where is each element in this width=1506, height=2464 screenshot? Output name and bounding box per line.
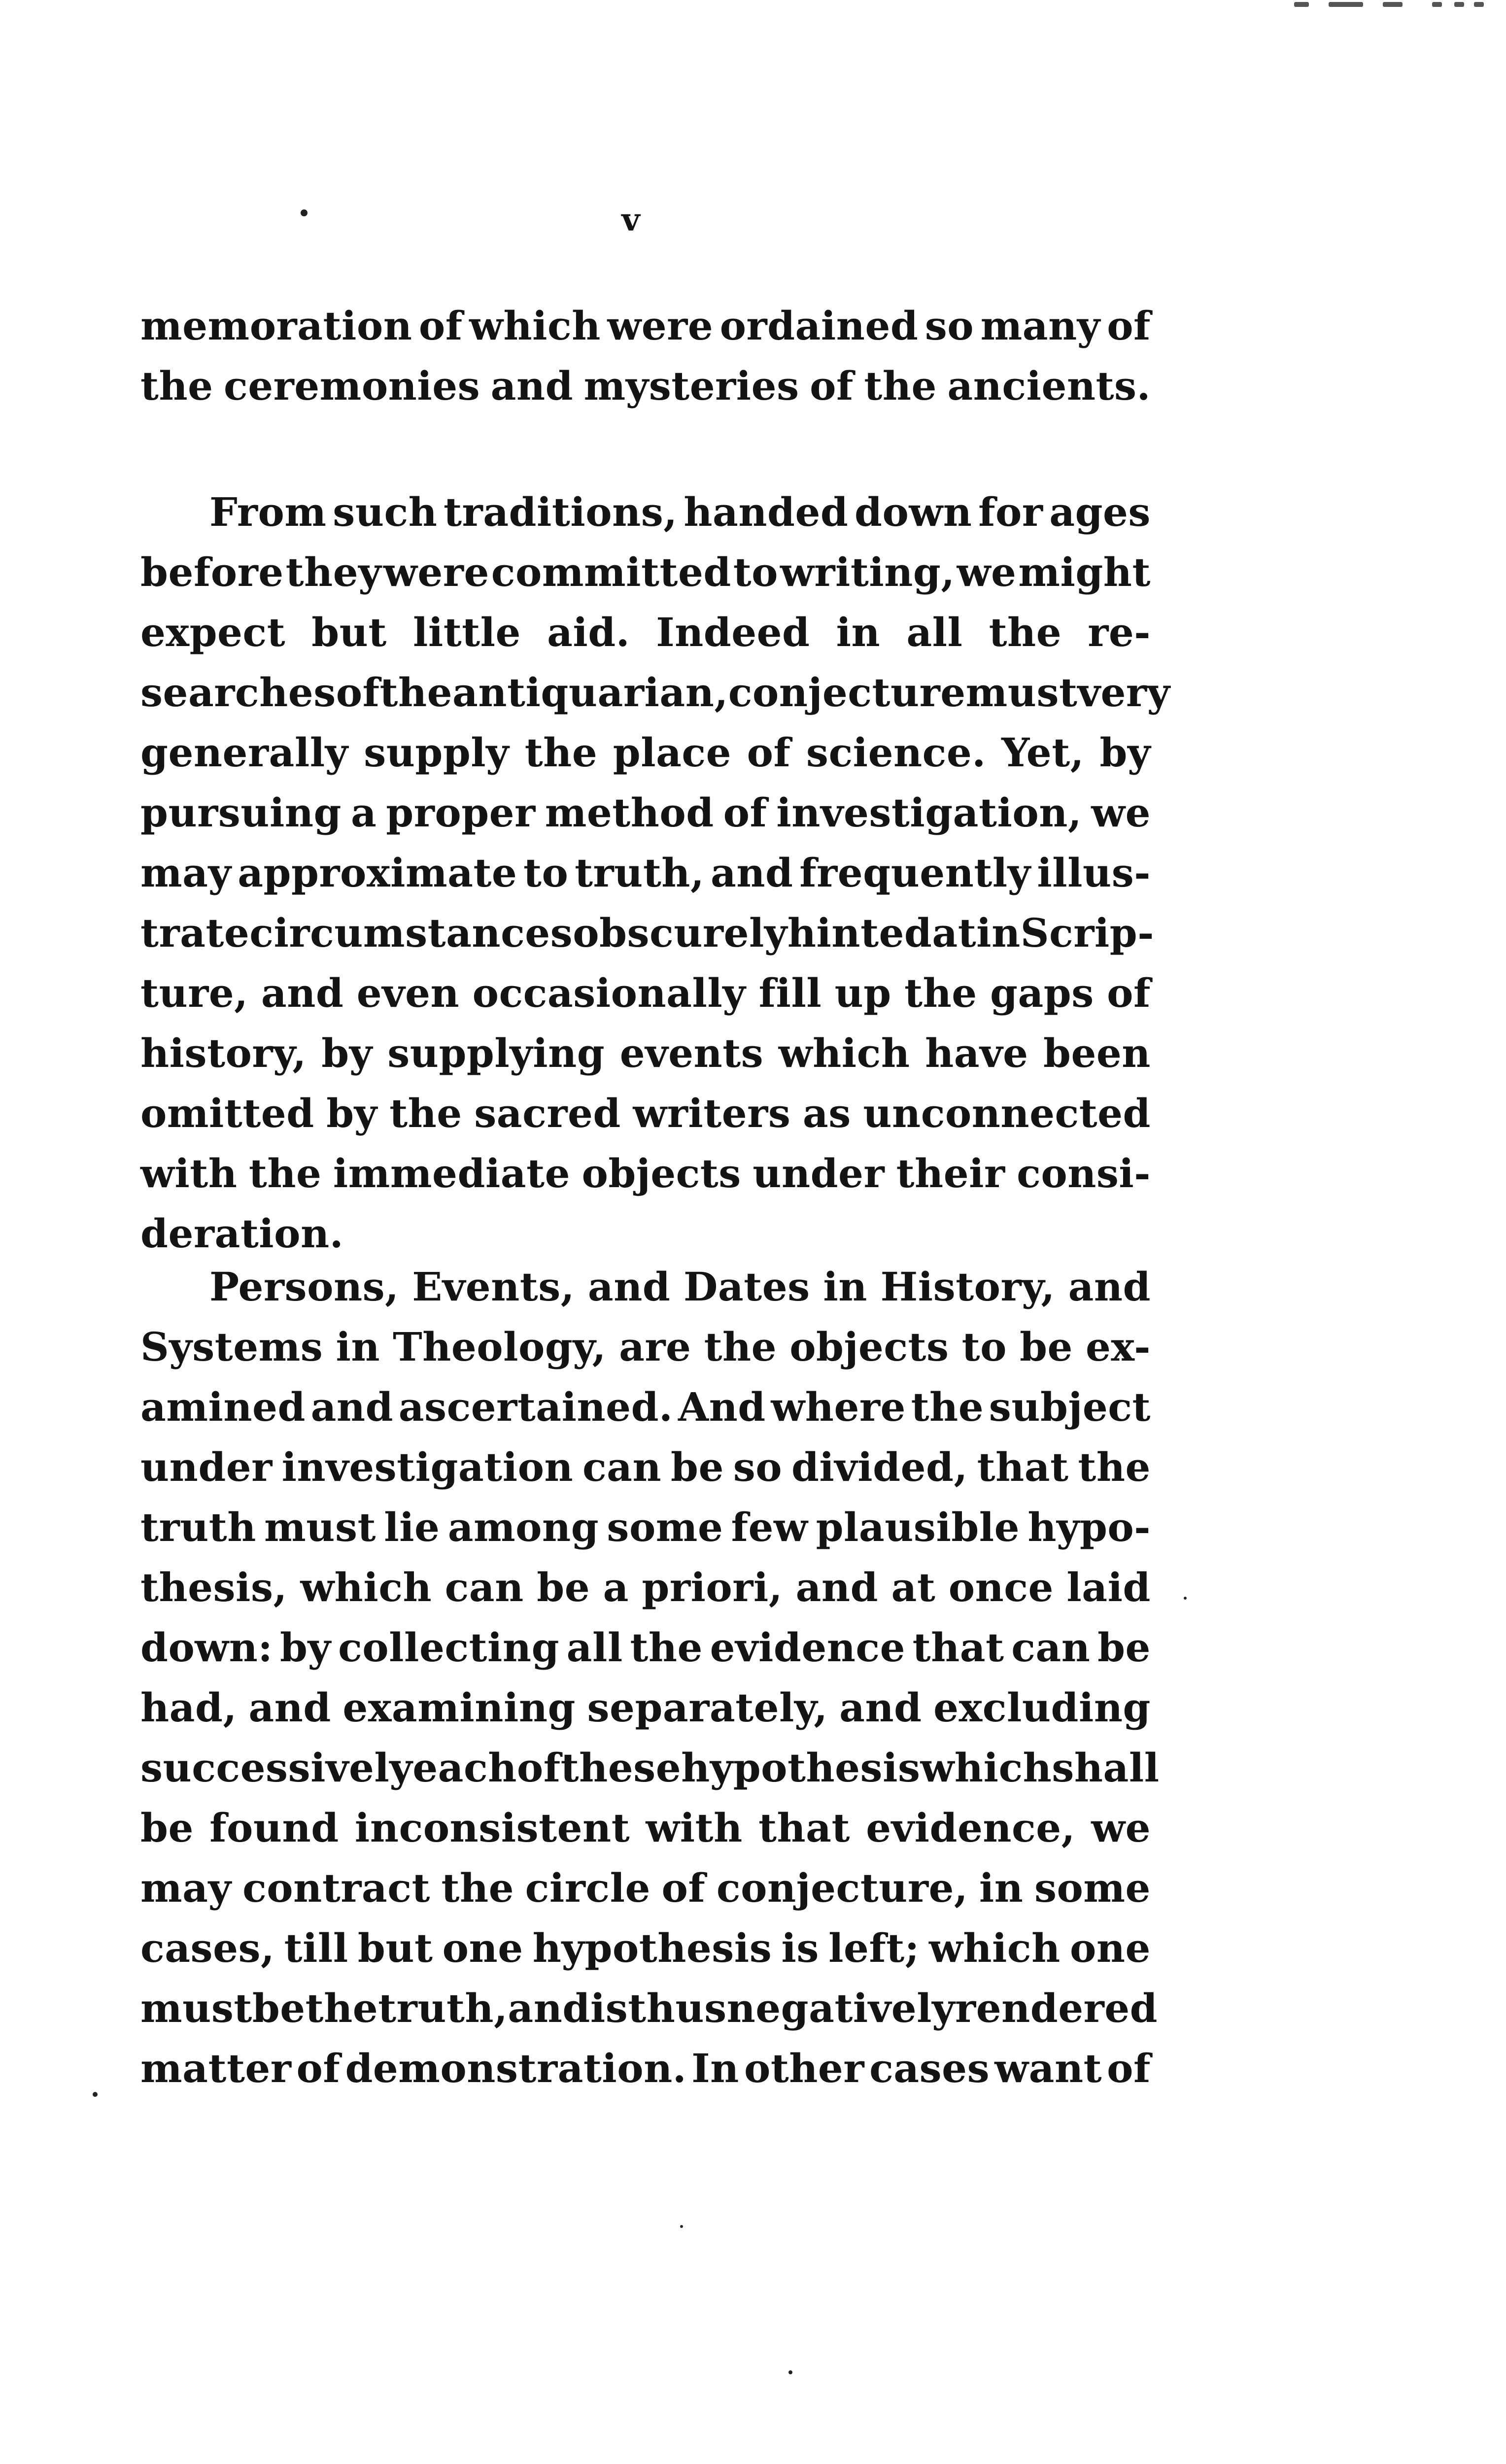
text-line: under investigation can be so divided, that the xyxy=(140,1444,1151,1490)
text-line: ture, and even occasionally fill up the gaps of xyxy=(140,970,1151,1016)
text-line: amined and ascertained. And where the subject xyxy=(140,1384,1151,1430)
text-line: omitted by the sacred writers as unconnected xyxy=(140,1090,1151,1136)
ink-speck xyxy=(788,2370,792,2374)
top-edge-marks xyxy=(1284,0,1491,13)
text-line: had, and examining separately, and excluding xyxy=(140,1684,1151,1731)
text-line: thesis, which can be a priori, and at once laid xyxy=(140,1564,1151,1610)
text-line: matter of demonstration. In other cases want of xyxy=(140,2045,1151,2091)
text-line: with the immediate objects under their consi- xyxy=(140,1150,1151,1197)
text-line: before they were committed to writing, we might xyxy=(140,549,1151,595)
text-line: memoration of which were ordained so many of xyxy=(140,303,1151,349)
text-line: Persons, Events, and Dates in History, and xyxy=(209,1264,1151,1310)
text-line: truth must lie among some few plausible hypo- xyxy=(140,1504,1151,1550)
text-line: expect but little aid. Indeed in all the re- xyxy=(140,609,1151,655)
text-line: deration. xyxy=(140,1210,344,1257)
paragraph-continuation xyxy=(140,296,1151,416)
text-line: Systems in Theology, are the objects to be ex- xyxy=(140,1324,1151,1370)
text-line: down: by collecting all the evidence that can be xyxy=(140,1624,1151,1671)
ink-speck xyxy=(93,2092,98,2097)
paragraph-traditions xyxy=(140,482,1170,1264)
text-line: be found inconsistent with that evidence, we xyxy=(140,1805,1151,1851)
text-line: trate circumstances obscurely hinted at in Scrip- xyxy=(140,910,1154,956)
text-line: cases, till but one hypothesis is left; which one xyxy=(140,1925,1151,1971)
text-line: successively each of these hypothesis which shall xyxy=(140,1745,1160,1791)
paragraph-persons-events xyxy=(140,1257,1160,2098)
text-line: generally supply the place of science. Yet, by xyxy=(140,729,1151,776)
page-number: v xyxy=(621,202,640,239)
text-line: pursuing a proper method of investigation, we xyxy=(140,789,1151,836)
ink-speck xyxy=(301,209,308,216)
text-line: must be the truth, and is thus negatively rendered xyxy=(140,1985,1158,2031)
ink-speck xyxy=(1184,1597,1187,1600)
text-line: history, by supplying events which have been xyxy=(140,1030,1151,1076)
ink-speck xyxy=(680,2225,683,2228)
text-line: may contract the circle of conjecture, in some xyxy=(140,1865,1151,1911)
text-line: may approximate to truth, and frequently illus- xyxy=(140,850,1151,896)
text-line: the ceremonies and mysteries of the ancients. xyxy=(140,363,1151,409)
text-line: From such traditions, handed down for ages xyxy=(209,489,1151,535)
text-line: searches of the antiquarian, conjecture must very xyxy=(140,669,1170,716)
